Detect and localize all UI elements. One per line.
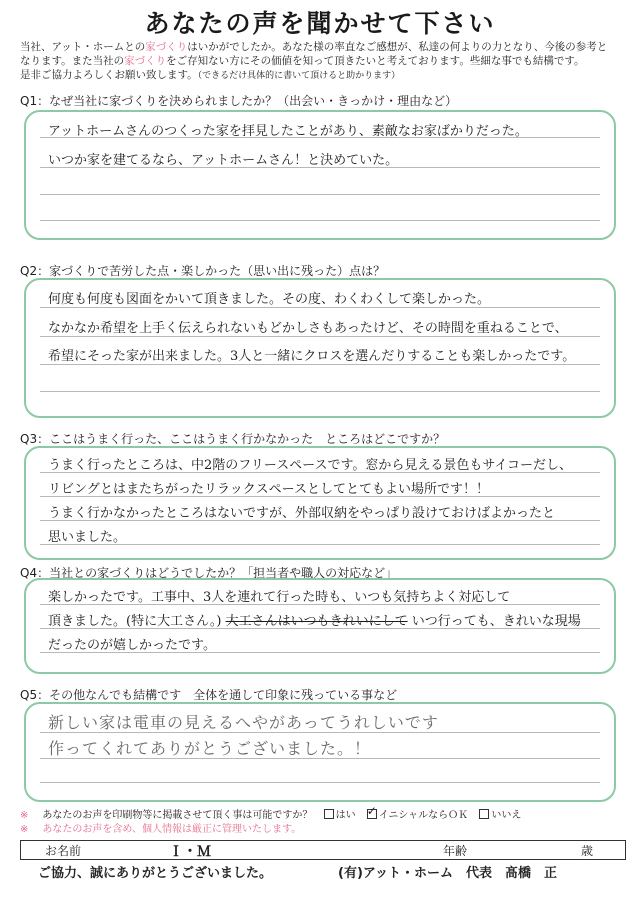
- q5-question: Q5：その他なんでも結構です 全体を通して印象に残っている事など: [20, 688, 398, 702]
- q4-answer-line-3: だったのが嬉しかったです。: [48, 638, 216, 653]
- company-signature: (有)アット・ホーム 代表 髙橋 正: [338, 866, 557, 881]
- q4-answer-box[interactable]: [24, 578, 616, 674]
- thanks-text: ご協力、誠にありがとうございました。: [38, 866, 273, 881]
- q2-answer-line-3: 希望にそった家が出来ました。3人と一緒にクロスを選んだりすることも楽しかったです。: [48, 349, 576, 364]
- name-value[interactable]: Ｉ・Ｍ: [169, 844, 211, 860]
- intro-text: [20, 40, 630, 83]
- q1-answer-line-2: いつか家を建てるなら、アットホームさん！と決めていた。: [48, 153, 399, 168]
- q3-answer-box[interactable]: [24, 446, 616, 560]
- q2-answer-line-2: なかなか希望を上手く伝えられないもどかしさもあったけど、その時間を重ねることで、: [48, 321, 568, 336]
- checkbox-initial[interactable]: [367, 809, 377, 819]
- answer-line: [40, 307, 600, 308]
- option-initial-label: イニシャルならＯＫ: [378, 810, 469, 821]
- age-label: 年齢: [443, 844, 468, 858]
- q2-answer-line-1: 何度も何度も図面をかいて頂きました。その度、わくわくして楽しかった。: [48, 292, 491, 307]
- consent-line-1: ※ あなたのお声を印刷物等に掲載させて頂く事は可能ですか？ はい ✓ イニシャルならＯＫ いいえ: [20, 809, 630, 823]
- consent-section: [20, 809, 630, 837]
- q1-question: Q1：なぜ当社に家づくりを決められましたか？（出会い・きっかけ・理由など）: [20, 94, 458, 108]
- checkbox-yes[interactable]: [324, 809, 334, 819]
- consent-line-2: ※ あなたのお声を含め、個人情報は厳正に管理いたします。: [20, 824, 302, 835]
- answer-line: [40, 782, 600, 783]
- name-label: お名前: [45, 844, 82, 858]
- q5-answer-box[interactable]: [24, 702, 616, 802]
- answer-line: [40, 220, 600, 221]
- answer-line: [40, 194, 600, 195]
- intro-line-2: なります。また当社の家づくりをご存知ない方にその価値を知って頂きたいと考えております。些細な事でも結構です。: [20, 55, 585, 67]
- q5-answer-line-2: 作ってくれてありがとうございました。！: [48, 739, 372, 758]
- q4-answer-line-1: 楽しかったです。工事中、3人を連れて行った時も、いつも気持ちよく対応して: [48, 590, 511, 605]
- page-title: あなたの声を聞かせて下さい: [144, 9, 496, 38]
- q5-answer-line-1: 新しい家は電車の見えるへやがあってうれしいです: [48, 713, 439, 732]
- strikethrough-text: 大工さんはいつもきれいにして: [225, 614, 408, 629]
- q3-answer-line-1: うまく行ったところは、中2階のフリースペースです。窓から見える景色もサイコーだし、: [48, 458, 572, 473]
- answer-line: [40, 364, 600, 365]
- intro-line-1: 当社、アット・ホームとの家づくりはいかがでしたか。あなた様の率直なご感想が、私達の何よりの力となり、今後の参考と: [20, 41, 608, 53]
- q1-answer-line-1: アットホームさんのつくった家を拝見したことがあり、素敵なお家ばかりだった。: [48, 124, 528, 139]
- q3-question: Q3：ここはうまく行った、ここはうまく行かなかった ところはどこですか？: [20, 432, 446, 446]
- answer-line: [40, 391, 600, 392]
- q3-answer-line-4: 思いました。: [48, 530, 127, 545]
- q4-question: Q4：当社との家づくりはどうでしたか？「担当者や職人の対応など」: [20, 566, 398, 580]
- q4-answer-line-2: 頂きました。(特に大工さん。) 大工さんはいつもきれいにして いつ行っても、きれいな現場: [48, 614, 581, 629]
- option-no-label: いいえ: [491, 810, 522, 821]
- name-age-row: [20, 840, 626, 860]
- q2-answer-box[interactable]: [24, 278, 616, 418]
- option-yes-label: はい: [335, 810, 356, 821]
- answer-line: [40, 336, 600, 337]
- checkbox-no[interactable]: [479, 809, 489, 819]
- q3-answer-line-3: うまく行かなかったところはないですが、外部収納をやっぱり設けておけばよかったと: [48, 506, 556, 521]
- q2-question: Q2：家づくりで苦労した点・楽しかった（思い出に残った）点は？: [20, 264, 386, 278]
- intro-line-3: 是非ご協力よろしくお願い致します。（できるだけ具体的に書いて頂けると助かります）: [20, 69, 401, 81]
- q1-answer-box[interactable]: [24, 110, 616, 240]
- age-unit: 歳: [581, 844, 594, 858]
- q3-answer-line-2: リビングとはまたちがったリラックスペースとしてとてもよい場所です！！: [48, 482, 489, 497]
- footer: [38, 862, 618, 881]
